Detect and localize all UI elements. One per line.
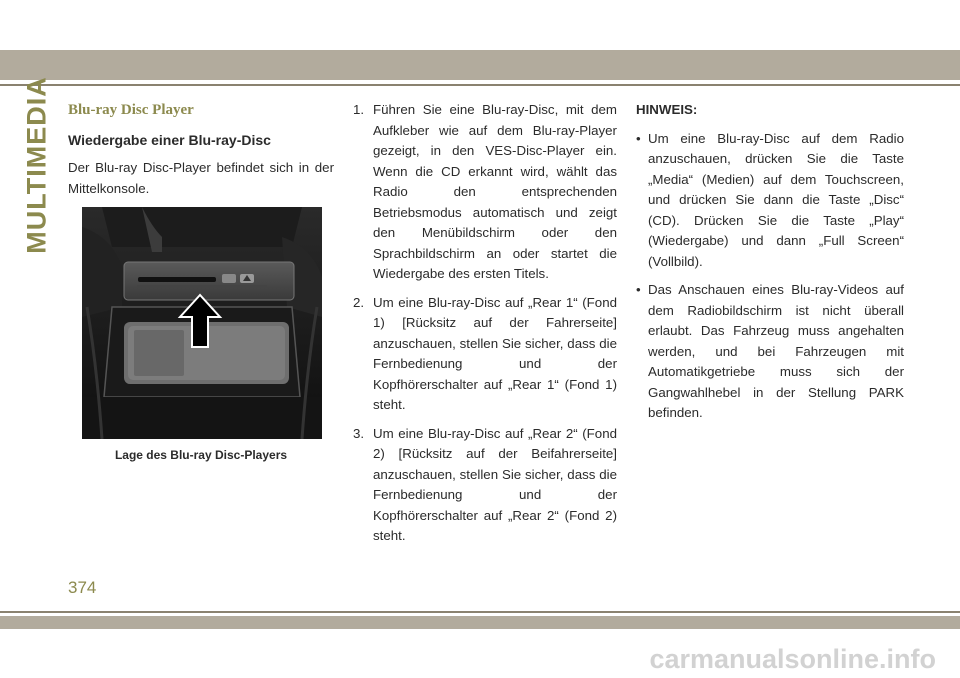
bullet-icon: • (636, 282, 641, 297)
step-number: 2. (353, 294, 365, 310)
note-text: Um eine Blu-ray-Disc auf dem Radio anzuschauen, drücken Sie die Taste „Media“ (Medien) auf dem Touchscreen, und drücken Sie dann die Taste „Disc“ (CD). Drücken Sie die Taste „Play“ (Wiedergabe) und dann „Full Screen“ (Vollbild). (648, 130, 904, 269)
page-number: 374 (68, 578, 97, 597)
subsection-title: Wiedergabe einer Blu-ray-Disc (68, 132, 271, 148)
step-list (353, 100, 617, 547)
chapter-label: MULTIMEDIA (21, 76, 52, 254)
console-illustration (82, 207, 322, 439)
footer-rule (0, 611, 960, 613)
column-left (68, 100, 334, 466)
footer-band (0, 616, 960, 629)
top-margin (0, 0, 960, 50)
bullet-icon: • (636, 130, 641, 146)
header-band (0, 50, 960, 80)
step-number: 3. (353, 425, 365, 441)
player-photo (82, 207, 322, 439)
section-title: Blu-ray Disc Player (68, 102, 194, 118)
intro-paragraph: Der Blu-ray Disc-Player befindet sich in der Mittelkonsole. (68, 160, 334, 196)
list-item (353, 424, 617, 547)
list-item (353, 100, 617, 285)
step-text: Um eine Blu-ray-Disc auf „Rear 2“ (Fond 2) [Rücksitz auf der Beifahrerseite] anzuschauen, stellen Sie sicher, dass die Fernbedienung und der Kopfhörerschalter auf „Rear 2“ (Fond 2) steht. (373, 425, 617, 543)
step-text: Führen Sie eine Blu-ray-Disc, mit dem Aufkleber wie auf dem Blu-ray-Player gezeigt, in den VES-Disc-Player ein. Wenn die CD erkannt wird, wählt das Radio den entsprechenden Betriebsmodus automatisch und zeigt den Menübildschirm oder den Sprachbildschirm an oder startet die Wiedergabe des ersten Titels. (373, 102, 617, 281)
list-item (636, 280, 904, 424)
watermark: carmanualsonline.info (649, 644, 936, 674)
column-middle (353, 100, 617, 555)
step-number: 1. (353, 102, 365, 117)
list-item (636, 129, 904, 273)
figure-caption: Lage des Blu-ray Disc-Players (114, 448, 288, 462)
step-text: Um eine Blu-ray-Disc auf „Rear 1“ (Fond 1) [Rücksitz auf der Fahrerseite] anzuschauen, stellen Sie sicher, dass die Fernbedienung und der Kopfhörerschalter auf „Rear 1“ (Fond 1) steht. (373, 294, 617, 412)
list-item (353, 293, 617, 416)
note-list (636, 129, 904, 424)
note-text: Das Anschauen eines Blu-ray-Videos auf dem Radiobildschirm ist nicht überall erlaubt. Das Fahrzeug muss angehalten werden, und bei Fahrzeugen mit Automatikgetriebe muss sich der Gangwahlhebel in der Stellung PARK befinden. (648, 282, 904, 420)
header-rule (0, 84, 960, 86)
column-right (636, 100, 904, 432)
note-heading: HINWEIS: (636, 102, 698, 117)
chapter-tab (21, 76, 52, 254)
